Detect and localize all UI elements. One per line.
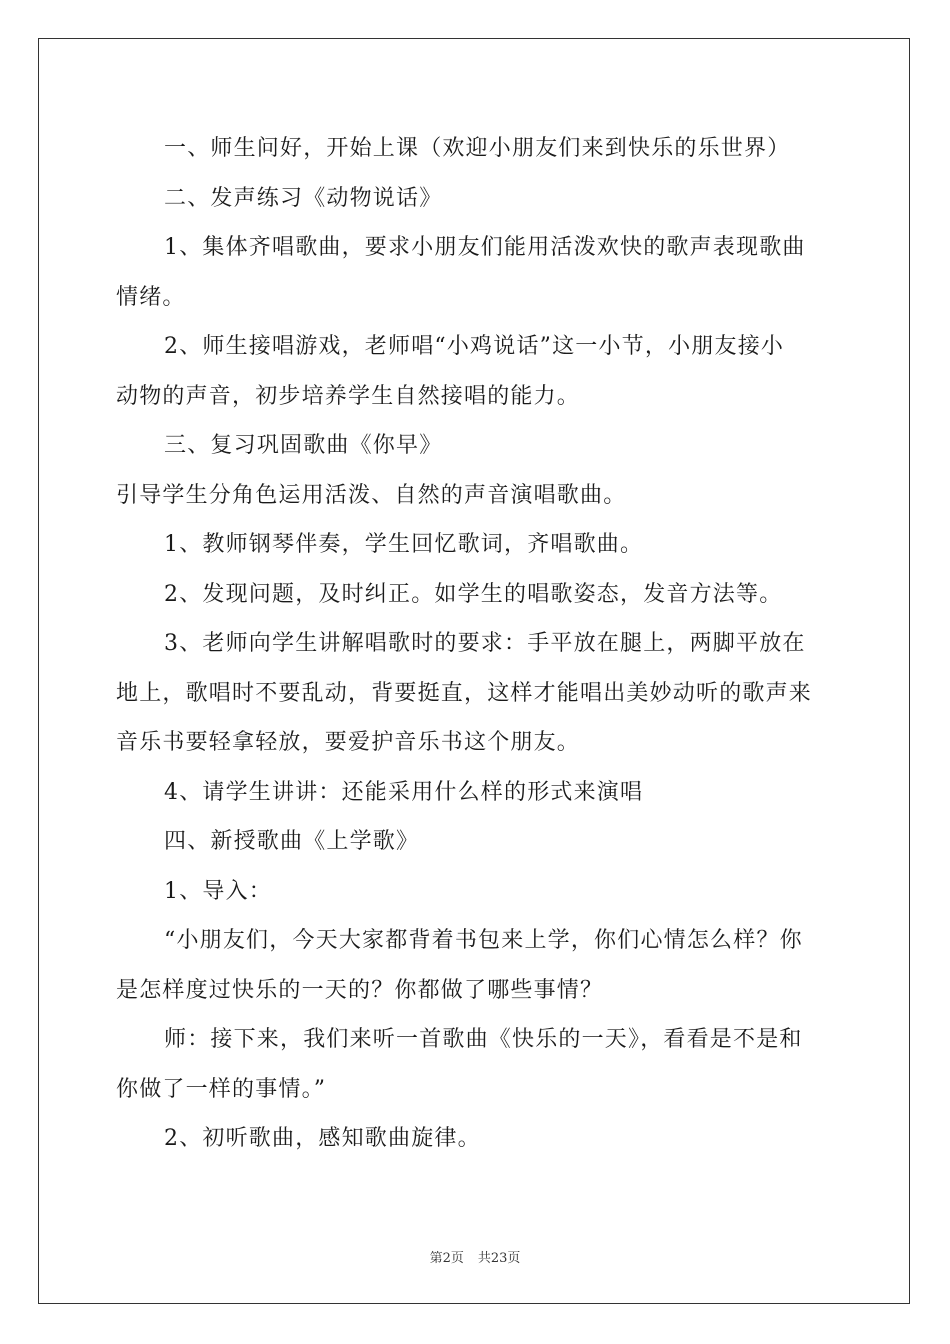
text-line: 4、请学生讲讲：还能采用什么样的形式来演唱 [164, 779, 644, 805]
text-line: 2、初听歌曲，感知歌曲旋律。 [164, 1126, 481, 1151]
text-line: “小朋友们，今天大家都背着书包来上学，你们心情怎么样？你 [164, 928, 803, 953]
text-line: 音乐书要轻拿轻放，要爱护音乐书这个朋友。 [116, 730, 581, 755]
text-line: 四、新授歌曲《上学歌》 [164, 829, 420, 854]
text-line: 师：接下来，我们来听一首歌曲《快乐的一天》，看看是不是和 [164, 1027, 803, 1052]
text-line: 3、老师向学生讲解唱歌时的要求：手平放在腿上，两脚平放在 [164, 631, 806, 656]
page-footer [0, 1247, 950, 1266]
text-line: 1、集体齐唱歌曲，要求小朋友们能用活泼欢快的歌声表现歌曲 [164, 235, 806, 260]
text-line: 2、师生接唱游戏，老师唱“小鸡说话”这一小节，小朋友接小 [164, 334, 785, 359]
page-number: 第2页 [429, 1251, 464, 1266]
text-line: 一、师生问好，开始上课（欢迎小朋友们来到快乐的乐世界） [164, 136, 791, 161]
text-line: 2、发现问题，及时纠正。如学生的唱歌姿态，发音方法等。 [164, 581, 783, 607]
text-line: 引导学生分角色运用活泼、自然的声音演唱歌曲。 [116, 482, 627, 508]
text-line: 三、复习巩固歌曲《你早》 [164, 433, 443, 458]
text-line: 情绪。 [116, 284, 186, 310]
document-body [116, 124, 836, 1164]
text-line: 你做了一样的事情。” [116, 1076, 327, 1102]
text-line: 二、发声练习《动物说话》 [164, 185, 443, 211]
page-total: 共23页 [477, 1251, 521, 1266]
text-line: 1、导入： [164, 878, 272, 904]
text-line: 是怎样度过快乐的一天的？你都做了哪些事情？ [116, 977, 604, 1003]
text-line: 1、教师钢琴伴奏，学生回忆歌词，齐唱歌曲。 [164, 532, 644, 557]
text-line: 地上，歌唱时不要乱动，背要挺直，这样才能唱出美妙动听的歌声来 [116, 680, 813, 706]
text-line: 动物的声音，初步培养学生自然接唱的能力。 [116, 383, 581, 409]
